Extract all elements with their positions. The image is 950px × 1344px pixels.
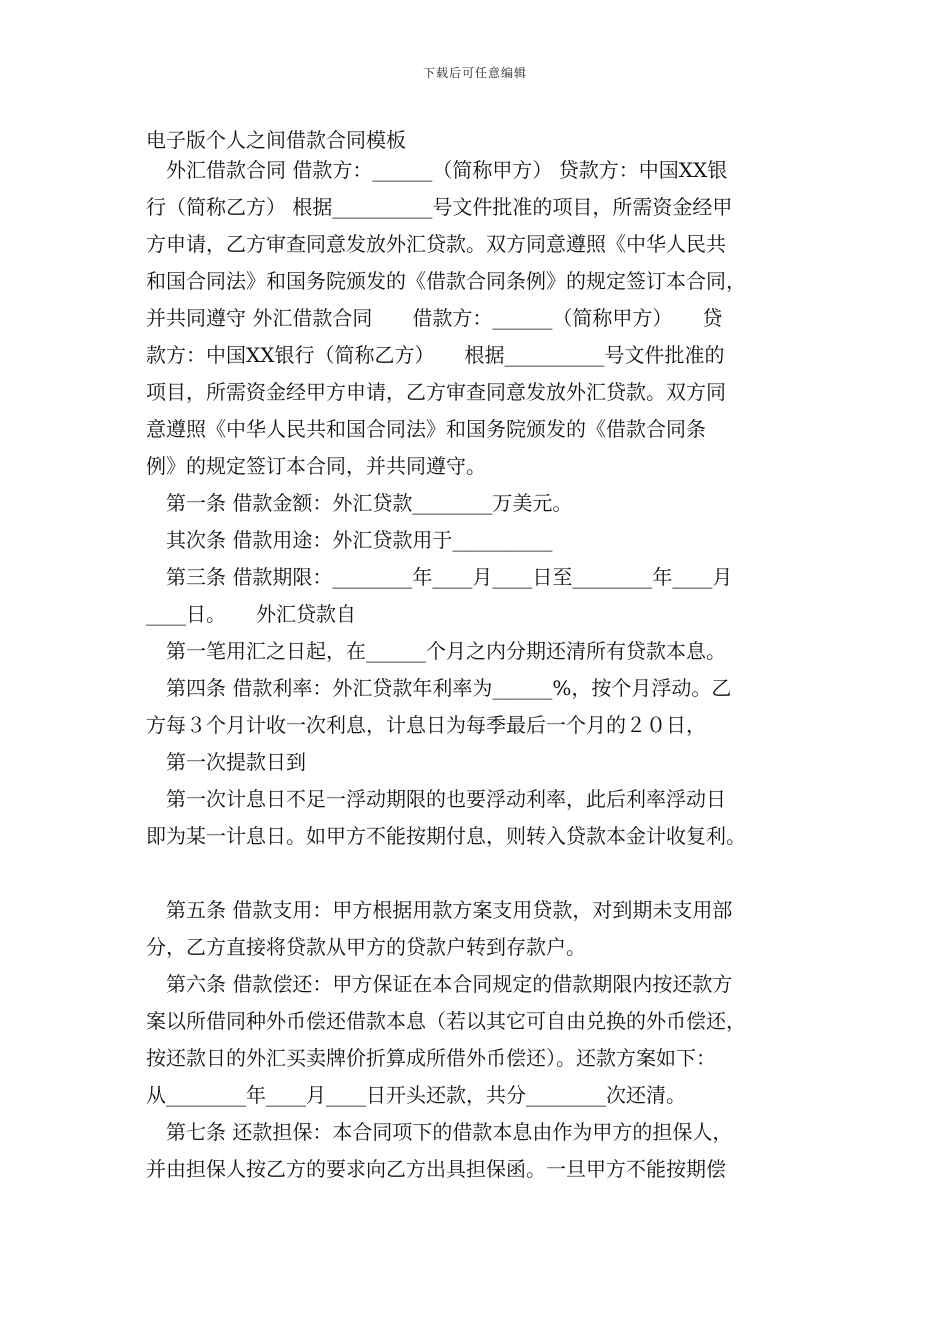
text-line: 并共同遵守 外汇借款合同 借款方：______（简称甲方） 贷: [146, 306, 723, 330]
article-7-line: 第七条 还款担保：本合同项下的借款本息由作为甲方的担保人，: [146, 1120, 733, 1144]
article-4-line: 第四条 借款利率：外汇贷款年利率为______%，按个月浮动。乙: [146, 676, 732, 700]
text-line: 和国合同法》和国务院颁发的《借款合同条例》的规定签订本合同，: [146, 269, 746, 293]
text-line: 例》的规定签订本合同，并共同遵守。: [146, 454, 486, 478]
article-2-line: 其次条 借款用途：外汇贷款用于__________: [146, 528, 553, 552]
text-line: 案以所借同种外币偿还借款本息（若以其它可自由兑换的外币偿还，: [146, 1009, 746, 1033]
article-5-line: 第五条 借款支用：甲方根据用款方案支用贷款，对到期未支用部: [146, 898, 733, 922]
text-line: 并由担保人按乙方的要求向乙方出具担保函。一旦甲方不能按期偿: [146, 1157, 726, 1181]
text-line: 方每３个月计收一次利息，计息日为每季最后一个月的２０日，: [146, 713, 706, 737]
article-1-line: 第一条 借款金额：外汇贷款________万美元。: [146, 491, 573, 515]
text-line: 款方：中国XX银行（简称乙方） 根据__________号文件批准的: [146, 343, 725, 367]
text-line: 即为某一计息日。如甲方不能按期付息，则转入贷款本金计收复利。: [146, 824, 746, 848]
text-line: 方申请，乙方审查同意发放外汇贷款。双方同意遵照《中华人民共: [146, 232, 726, 256]
text-line: 按还款日的外汇买卖牌价折算成所借外币偿还）。还款方案如下：: [146, 1046, 716, 1070]
document-title: 电子版个人之间借款合同模板: [146, 128, 406, 152]
page-header: 下载后可任意编辑: [422, 66, 527, 80]
blank-line: [146, 855, 836, 892]
article-6-line: 第六条 借款偿还：甲方保证在本合同规定的借款期限内按还款方: [146, 972, 733, 996]
text-line: ____日。 外汇贷款自: [146, 602, 356, 626]
text-line: 从________年____月____日开头还款，共分________次还清。: [146, 1083, 686, 1107]
text-line: 第一次计息日不足一浮动期限的也要浮动利率，此后利率浮动日: [146, 787, 726, 811]
text-line: 第一次提款日到: [146, 750, 306, 774]
text-line: 分，乙方直接将贷款从甲方的贷款户转到存款户。: [146, 935, 586, 959]
text-line: 行（简称乙方） 根据__________号文件批准的项目，所需资金经甲: [146, 195, 733, 219]
article-3-line: 第三条 借款期限：________年____月____日至________年____月: [146, 565, 733, 589]
contract-body: [146, 152, 836, 1188]
text-line: 第一笔用汇之日起，在______个月之内分期还清所有贷款本息。: [146, 639, 726, 663]
text-line: 外汇借款合同 借款方：______（简称甲方） 贷款方：中国XX银: [146, 158, 728, 182]
text-line: 项目，所需资金经甲方申请，乙方审查同意发放外汇贷款。双方同: [146, 380, 726, 404]
text-line: 意遵照《中华人民共和国合同法》和国务院颁发的《借款合同条: [146, 417, 706, 441]
